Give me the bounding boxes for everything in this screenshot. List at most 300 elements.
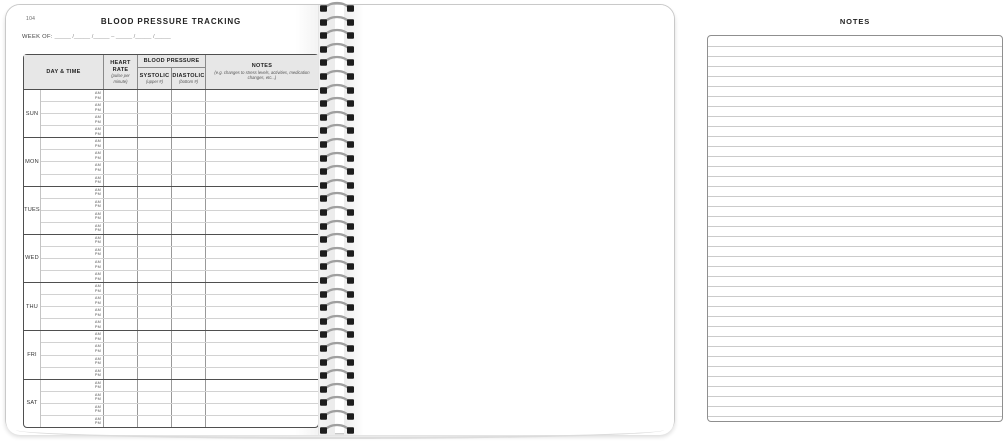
diastolic-cell <box>171 247 205 258</box>
notes-cell <box>205 404 318 415</box>
time-cell <box>41 150 103 161</box>
pm-label: PM <box>94 264 101 269</box>
day-rows <box>41 331 318 378</box>
time-cell <box>41 368 103 379</box>
notes-cell <box>205 162 318 173</box>
am-pm-marks <box>95 344 101 353</box>
am-pm-marks <box>95 320 101 329</box>
heart-rate-cell <box>103 271 137 282</box>
coil-wire-icon <box>315 84 359 96</box>
diastolic-cell <box>171 331 205 342</box>
page-title: BLOOD PRESSURE TRACKING <box>100 17 242 26</box>
ruled-line <box>708 386 1002 387</box>
am-pm-marks <box>95 139 101 148</box>
notes-header-sub: (e.g. changes to stress levels, activities, medication changes, etc...) <box>214 70 310 81</box>
day-rows <box>41 380 318 427</box>
am-label: AM <box>94 211 101 216</box>
day-rows <box>41 187 318 234</box>
am-pm-marks <box>95 212 101 221</box>
systolic-cell <box>137 223 171 234</box>
coil-wire-icon <box>315 328 359 340</box>
am-pm-marks <box>95 296 101 305</box>
systolic-cell <box>137 175 171 186</box>
time-cell <box>41 90 103 101</box>
spiral-coil <box>315 56 359 68</box>
am-label: AM <box>94 416 101 421</box>
ruled-line <box>708 166 1002 167</box>
entry-row <box>41 162 318 174</box>
heart-rate-cell <box>103 199 137 210</box>
entry-row <box>41 102 318 114</box>
entry-row <box>41 331 318 343</box>
diastolic-cell <box>171 150 205 161</box>
am-label: AM <box>94 235 101 240</box>
pm-label: PM <box>94 107 101 112</box>
entry-row <box>41 307 318 319</box>
time-cell <box>41 404 103 415</box>
bp-table-body <box>24 90 318 427</box>
systolic-cell <box>137 187 171 198</box>
heart-rate-cell <box>103 404 137 415</box>
diastolic-cell <box>171 392 205 403</box>
systolic-cell <box>137 380 171 391</box>
notes-cell <box>205 114 318 125</box>
pm-label: PM <box>94 300 101 305</box>
day-rows <box>41 138 318 185</box>
systolic-cell <box>137 416 171 427</box>
pm-label: PM <box>94 385 101 390</box>
coil-wire-icon <box>315 396 359 408</box>
diastolic-cell <box>171 404 205 415</box>
diastolic-cell <box>171 319 205 330</box>
time-cell <box>41 343 103 354</box>
coil-wire-icon <box>315 315 359 327</box>
time-cell <box>41 356 103 367</box>
coil-wire-icon <box>315 288 359 300</box>
spiral-coil <box>315 206 359 218</box>
day-block <box>24 283 318 331</box>
heart-rate-cell <box>103 211 137 222</box>
entry-row <box>41 368 318 379</box>
notes-cell <box>205 392 318 403</box>
coil-wire-icon <box>315 356 359 368</box>
bp-tracking-table <box>23 54 319 428</box>
am-pm-marks <box>95 272 101 281</box>
diastolic-cell <box>171 271 205 282</box>
ruled-line <box>708 416 1002 417</box>
am-label: AM <box>94 332 101 337</box>
diastolic-cell <box>171 102 205 113</box>
time-cell <box>41 416 103 427</box>
time-cell <box>41 283 103 294</box>
entry-row <box>41 416 318 427</box>
left-page <box>6 5 335 435</box>
coil-wire-icon <box>315 70 359 82</box>
time-cell <box>41 102 103 113</box>
notes-cell <box>205 319 318 330</box>
systolic-cell <box>137 199 171 210</box>
pm-label: PM <box>94 276 101 281</box>
heart-rate-cell <box>103 331 137 342</box>
ruled-line <box>708 326 1002 327</box>
notes-cell <box>205 295 318 306</box>
heart-rate-cell <box>103 102 137 113</box>
notes-cell <box>205 102 318 113</box>
entry-row <box>41 175 318 186</box>
ruled-line <box>708 136 1002 137</box>
pm-label: PM <box>94 336 101 341</box>
systolic-cell <box>137 271 171 282</box>
entry-row <box>41 271 318 282</box>
time-cell <box>41 175 103 186</box>
notes-cell <box>205 199 318 210</box>
notes-cell <box>205 126 318 137</box>
time-cell <box>41 295 103 306</box>
am-label: AM <box>94 344 101 349</box>
am-pm-marks <box>95 224 101 233</box>
notes-cell <box>205 307 318 318</box>
coil-wire-icon <box>315 179 359 191</box>
time-cell <box>41 126 103 137</box>
pm-label: PM <box>94 288 101 293</box>
diastolic-header-sub: (bottom #) <box>178 79 199 85</box>
entry-row <box>41 392 318 404</box>
am-label: AM <box>94 163 101 168</box>
time-cell <box>41 319 103 330</box>
coil-wire-icon <box>315 192 359 204</box>
am-label: AM <box>94 199 101 204</box>
ruled-line <box>708 196 1002 197</box>
entry-row <box>41 235 318 247</box>
blood-pressure-header <box>138 55 205 68</box>
pm-label: PM <box>94 143 101 148</box>
pm-label: PM <box>94 421 101 426</box>
spiral-binding <box>315 0 359 441</box>
pm-label: PM <box>94 192 101 197</box>
spiral-coil <box>315 16 359 28</box>
ruled-line <box>708 266 1002 267</box>
spiral-coil <box>315 288 359 300</box>
ruled-line <box>708 356 1002 357</box>
day-block <box>24 331 318 379</box>
spiral-coil <box>315 152 359 164</box>
systolic-cell <box>137 90 171 101</box>
entry-row <box>41 259 318 271</box>
am-label: AM <box>94 320 101 325</box>
ruled-line <box>708 186 1002 187</box>
am-pm-marks <box>95 417 101 426</box>
diastolic-cell <box>171 223 205 234</box>
pm-label: PM <box>94 397 101 402</box>
coil-wire-icon <box>315 2 359 14</box>
time-cell <box>41 138 103 149</box>
heart-rate-cell <box>103 343 137 354</box>
diastolic-cell <box>171 259 205 270</box>
heart-rate-cell <box>103 283 137 294</box>
diastolic-cell <box>171 211 205 222</box>
spiral-coil <box>315 383 359 395</box>
am-label: AM <box>94 223 101 228</box>
am-pm-marks <box>95 381 101 390</box>
entry-row <box>41 138 318 150</box>
col-header-blood-pressure-group <box>137 55 205 89</box>
coil-wire-icon <box>315 233 359 245</box>
time-cell <box>41 114 103 125</box>
heart-rate-cell <box>103 259 137 270</box>
diastolic-cell <box>171 162 205 173</box>
heart-rate-cell <box>103 295 137 306</box>
entry-row <box>41 90 318 102</box>
heart-rate-cell <box>103 126 137 137</box>
pm-label: PM <box>94 324 101 329</box>
ruled-line <box>708 406 1002 407</box>
time-cell <box>41 235 103 246</box>
col-header-notes <box>205 55 318 89</box>
notes-cell <box>205 356 318 367</box>
pm-label: PM <box>94 373 101 378</box>
am-label: AM <box>94 187 101 192</box>
col-header-systolic <box>138 68 171 89</box>
coil-wire-icon <box>315 56 359 68</box>
systolic-cell <box>137 259 171 270</box>
systolic-cell <box>137 307 171 318</box>
am-pm-marks <box>95 308 101 317</box>
ruled-line <box>708 76 1002 77</box>
entry-row <box>41 283 318 295</box>
spiral-coil <box>315 396 359 408</box>
diastolic-cell <box>171 343 205 354</box>
day-block <box>24 138 318 186</box>
notes-cell <box>205 247 318 258</box>
col-header-heart-rate <box>103 55 137 89</box>
systolic-cell <box>137 319 171 330</box>
notes-cell <box>205 138 318 149</box>
diastolic-cell <box>171 90 205 101</box>
am-pm-marks <box>95 151 101 160</box>
notes-cell <box>205 187 318 198</box>
spiral-coil <box>315 342 359 354</box>
heart-rate-cell <box>103 392 137 403</box>
coil-wire-icon <box>315 29 359 41</box>
heart-rate-cell <box>103 150 137 161</box>
ruled-line <box>708 156 1002 157</box>
ruled-line <box>708 46 1002 47</box>
time-cell <box>41 199 103 210</box>
am-pm-marks <box>95 163 101 172</box>
notes-cell <box>205 175 318 186</box>
spiral-coil <box>315 165 359 177</box>
systolic-cell <box>137 392 171 403</box>
time-cell <box>41 307 103 318</box>
ruled-line <box>708 316 1002 317</box>
table-header <box>24 55 318 90</box>
ruled-line <box>708 376 1002 377</box>
ruled-line <box>708 106 1002 107</box>
systolic-cell <box>137 331 171 342</box>
pm-label: PM <box>94 180 101 185</box>
ruled-line <box>708 236 1002 237</box>
heart-rate-cell <box>103 162 137 173</box>
am-label: AM <box>94 368 101 373</box>
time-cell <box>41 271 103 282</box>
diastolic-cell <box>171 356 205 367</box>
heart-rate-cell <box>103 319 137 330</box>
spiral-coil <box>315 192 359 204</box>
am-pm-marks <box>95 369 101 378</box>
am-pm-marks <box>95 248 101 257</box>
entry-row <box>41 404 318 416</box>
am-pm-marks <box>95 357 101 366</box>
systolic-cell <box>137 343 171 354</box>
entry-row <box>41 211 318 223</box>
am-pm-marks <box>95 103 101 112</box>
coil-wire-icon <box>315 247 359 259</box>
notes-cell <box>205 90 318 101</box>
ruled-line <box>708 116 1002 117</box>
blood-pressure-header-label: BLOOD PRESSURE <box>143 57 200 64</box>
diastolic-cell <box>171 416 205 427</box>
coil-wire-icon <box>315 124 359 136</box>
day-rows <box>41 235 318 282</box>
diastolic-cell <box>171 199 205 210</box>
am-label: AM <box>94 380 101 385</box>
entry-row <box>41 187 318 199</box>
coil-wire-icon <box>315 16 359 28</box>
heart-rate-cell <box>103 175 137 186</box>
ruled-line <box>708 396 1002 397</box>
entry-row <box>41 319 318 330</box>
diastolic-cell <box>171 138 205 149</box>
ruled-line <box>708 216 1002 217</box>
spiral-coil <box>315 410 359 422</box>
heart-rate-cell <box>103 138 137 149</box>
notes-cell <box>205 235 318 246</box>
diastolic-cell <box>171 380 205 391</box>
day-rows <box>41 283 318 330</box>
systolic-cell <box>137 162 171 173</box>
spiral-coil <box>315 260 359 272</box>
am-pm-marks <box>95 260 101 269</box>
day-rows <box>41 90 318 137</box>
spiral-coil <box>315 356 359 368</box>
notes-cell <box>205 211 318 222</box>
heart-rate-cell <box>103 235 137 246</box>
ruled-line <box>708 246 1002 247</box>
heart-rate-header-sub: (pulse per minute) <box>111 73 130 84</box>
am-label: AM <box>94 259 101 264</box>
day-label: TUES <box>24 187 41 234</box>
am-label: AM <box>94 308 101 313</box>
coil-wire-icon <box>315 220 359 232</box>
am-pm-marks <box>95 236 101 245</box>
pm-label: PM <box>94 240 101 245</box>
day-label: SAT <box>24 380 41 427</box>
diastolic-cell <box>171 175 205 186</box>
coil-wire-icon <box>315 260 359 272</box>
week-of-blanks: _____ /_____ /_____ – _____ /_____ /_____ <box>54 34 171 40</box>
spiral-coil <box>315 29 359 41</box>
ruled-line <box>708 286 1002 287</box>
am-label: AM <box>94 404 101 409</box>
page-number: 104 <box>26 16 36 22</box>
spiral-coil <box>315 124 359 136</box>
diastolic-header-label: DIASTOLIC <box>172 72 205 79</box>
notes-cell <box>205 343 318 354</box>
coil-wire-icon <box>315 111 359 123</box>
ruled-line <box>708 346 1002 347</box>
am-pm-marks <box>95 200 101 209</box>
entry-row <box>41 114 318 126</box>
pm-label: PM <box>94 252 101 257</box>
entry-row <box>41 356 318 368</box>
coil-wire-icon <box>315 165 359 177</box>
notes-cell <box>205 283 318 294</box>
am-label: AM <box>94 247 101 252</box>
spiral-coil <box>315 138 359 150</box>
heart-rate-cell <box>103 223 137 234</box>
systolic-cell <box>137 102 171 113</box>
notes-cell <box>205 368 318 379</box>
spiral-coil <box>315 301 359 313</box>
day-label: FRI <box>24 331 41 378</box>
pm-label: PM <box>94 155 101 160</box>
day-block <box>24 380 318 427</box>
day-label: MON <box>24 138 41 185</box>
am-label: AM <box>94 272 101 277</box>
ruled-line <box>708 336 1002 337</box>
am-label: AM <box>94 127 101 132</box>
am-label: AM <box>94 115 101 120</box>
entry-row <box>41 380 318 392</box>
systolic-cell <box>137 404 171 415</box>
coil-wire-icon <box>315 43 359 55</box>
am-label: AM <box>94 151 101 156</box>
spiral-coil <box>315 315 359 327</box>
ruled-line <box>708 306 1002 307</box>
ruled-line <box>708 66 1002 67</box>
notes-page-title: NOTES <box>839 17 871 26</box>
systolic-cell <box>137 235 171 246</box>
coil-wire-icon <box>315 97 359 109</box>
day-label: WED <box>24 235 41 282</box>
am-pm-marks <box>95 115 101 124</box>
am-pm-marks <box>95 393 101 402</box>
day-block <box>24 235 318 283</box>
time-cell <box>41 331 103 342</box>
am-label: AM <box>94 103 101 108</box>
spiral-coil <box>315 2 359 14</box>
col-header-day-time <box>24 55 103 89</box>
am-pm-marks <box>95 284 101 293</box>
day-block <box>24 90 318 138</box>
am-pm-marks <box>95 91 101 100</box>
spiral-coil <box>315 328 359 340</box>
time-cell <box>41 392 103 403</box>
am-pm-marks <box>95 332 101 341</box>
spiral-coil <box>315 247 359 259</box>
entry-row <box>41 199 318 211</box>
notes-ruled-area <box>707 35 1003 422</box>
notes-header-label: NOTES <box>251 63 273 70</box>
spiral-coil <box>315 97 359 109</box>
entry-row <box>41 247 318 259</box>
coil-wire-icon <box>315 138 359 150</box>
day-label: SUN <box>24 90 41 137</box>
am-label: AM <box>94 392 101 397</box>
col-header-diastolic <box>171 68 205 89</box>
systolic-cell <box>137 150 171 161</box>
diastolic-cell <box>171 235 205 246</box>
